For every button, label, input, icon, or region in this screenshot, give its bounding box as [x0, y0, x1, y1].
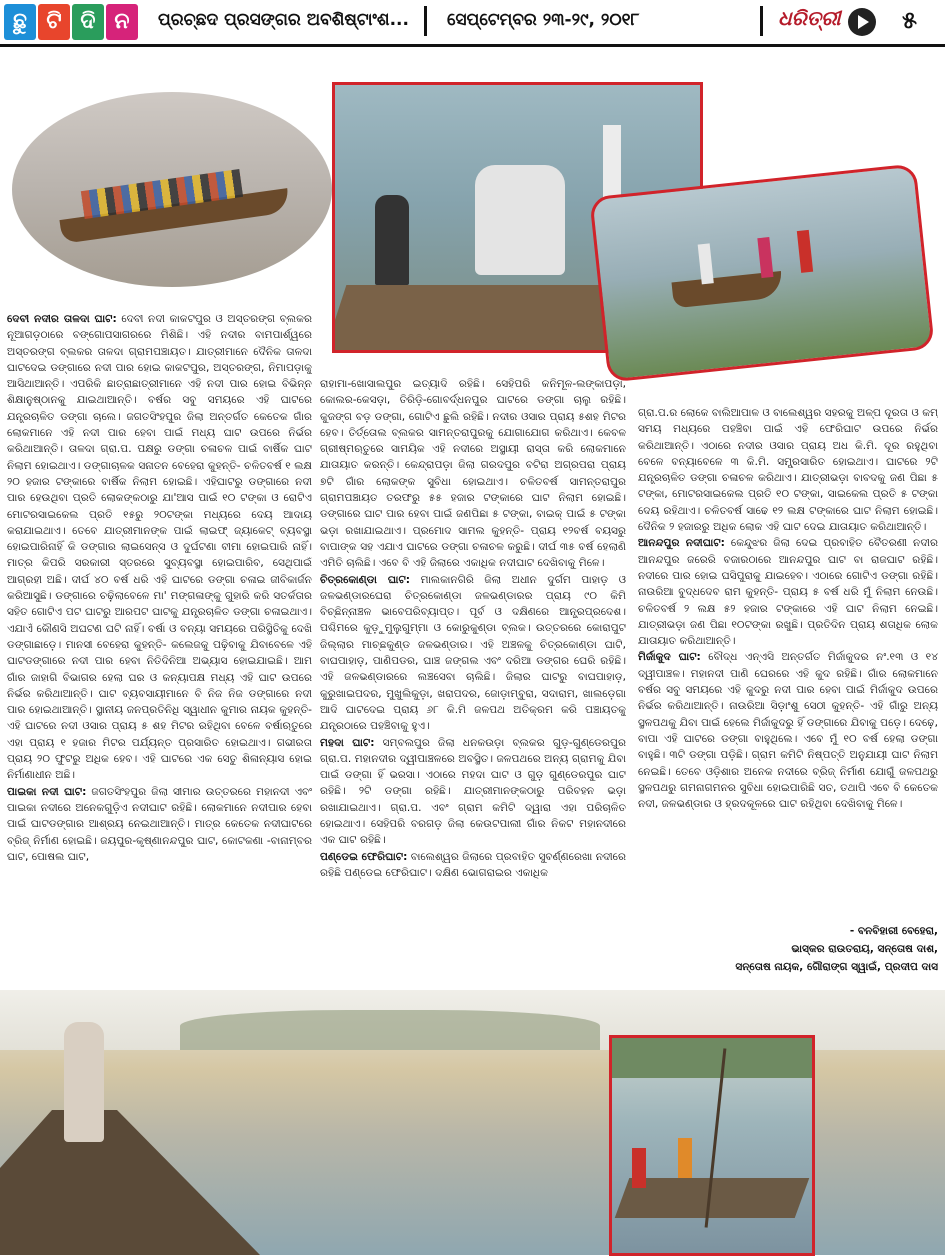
- paragraph: [638, 649, 938, 812]
- paragraph-text: ଗ୍ରା.ପ.ର ଲୋକେ ବାଲିଆପାଳ ଓ ବାଲେଶ୍ୱର ସହରକୁ ଅଳ୍ପ ଦୂରତା ଓ କମ୍ ସମୟ ମଧ୍ୟରେ ପହଞ୍ଚିବା ପାଇଁ ଏହି ଫେରିଘାଟ ଉପରେ ନିର୍ଭର କରିଥାଆନ୍ତି। ଏଠାରେ ନଦୀର ଓସାର ପ୍ରାୟ ଅଧ କି.ମି. ଦୂର ରହୁଥିବା ବେଳେ ବନ୍ୟାବେଳେ ୩ କି.ମି. ସମ୍ପ୍ରସାରିତ ହୋଇଥାଏ। ଘାଟରେ ୨ଟି ଯନ୍ତ୍ରଚାଳିତ ଡଙ୍ଗା ଚଳାଚଳ କରିଥାଏ। ଯାତ୍ରୀଭଡ଼ା ବାବଦକୁ ଜଣ ପିଛା ୫ ଟଙ୍କା, ମୋଟରସାଇକେଲ ପ୍ରତି ୧୦ ଟଙ୍କା, ସାଇକେଲ ପ୍ରତି ୫ ଟଙ୍କା ଦେୟ ରହିଥାଏ। ଚଳିତବର୍ଷ ସାଢେ ୧୨ ଲକ୍ଷ ଟଙ୍କାରେ ଘାଟ ନିଲାମ ହୋଇଛି। ଦୈନିକ ୨ ହଜାରରୁ ଅଧିକ ଲୋକ ଏହି ଘାଟ ଦେଇ ଯାତାୟାତ କରିଥାଆନ୍ତି।: [638, 407, 938, 534]
- page-header: [0, 0, 945, 44]
- byline-line: ସନ୍ତୋଷ ନାୟକ, ଗୌରାଙ୍ଗ ସ୍ୱାଇଁ, ପ୍ରଦୀପ ଦାସ: [735, 961, 938, 973]
- section-heading: ପାଇକା ନଦୀ ଘାଟ:: [7, 785, 87, 798]
- paragraph: [638, 405, 938, 535]
- play-icon: [848, 8, 876, 36]
- byline-line: ଭାସ୍କର ରାଉତରାୟ, ସନ୍ତୋଷ ଦାଶ,: [791, 943, 938, 955]
- logo-letter-3: ଦି: [72, 4, 104, 40]
- paragraph: [638, 535, 938, 649]
- paragraph: [320, 572, 626, 735]
- header-divider: [760, 6, 763, 36]
- paragraph: [7, 311, 312, 784]
- section-heading: ଦେବୀ ନଦୀର ତାଳଦା ଘାଟ:: [7, 313, 117, 325]
- article-column-3: [638, 405, 938, 920]
- section-heading: ମହଦା ଘାଟ:: [320, 736, 375, 749]
- paragraph-text: ରାହାମା-ଖୋସାଲପୁର ଇତ୍ୟାଦି ରହିଛି। ସେହିପରି କନିମୂଳ-ଲଙ୍କାପଡ଼ା, କୋଲର-କେସଡ଼ା, ତିରିଡ଼ି-ଗୋବର୍ଦ୍ଧନପୁର ଘାଟରେ ଡଙ୍ଗା ଚାଲୁ ରହିଛି। କୁଜଙ୍ଗ ବଡ଼ ଡଙ୍ଗା, ଗୋଟିଏ ଛୁଲି ରହିଛି। ନଦୀର ଓସାର ପ୍ରାୟ ୫ଶହ ମିଟର ହେବ। ତିର୍ତ୍ତୋଲ ବ୍ଲକର ସାମନ୍ତରାପୁରକୁ ଯୋଗାଯୋଗ କରିଥାଏ। କେବଳ ଗ୍ରୀଷ୍ମଋତୁରେ ସାମୟିକ ଏହି ନଦୀରେ ଅସ୍ଥାୟୀ ରାସ୍ତା କରି ଲୋକମାନେ ଯାତାୟାତ କରନ୍ତି। କେନ୍ଦ୍ରାପଡ଼ା ଜିଲା ଗରଦପୁର ବଟିରା ଅଗ୍ରପରା ପ୍ରାୟ ୭ଟି ଗାଁର ଲୋକଙ୍କ ସୁବିଧା ହୋଇଥାଏ। ଚଳିତବର୍ଷ ସାମନ୍ତରାପୁର ଗ୍ରାମପଞ୍ଚାୟତ ତରଫରୁ ୫୫ ହଜାର ଟଙ୍କାରେ ଘାଟ ନିଲାମ ହୋଇଛି। ଡଙ୍ଗାରେ ଘାଟ ପାର ହେବା ପାଇଁ ଜଣପିଛା ୫ ଟଙ୍କା, ବାଇକ୍ ପାଇଁ ୫ ଟଙ୍କା ଭଡ଼ା ରଖାଯାଇଥାଏ। ପ୍ରମୋଦ ସାମଲ କୁହନ୍ତି- ପ୍ରାୟ ୧୨ବର୍ଷ ବୟସରୁ ବାପାଙ୍କ ସହ ଏଯାଏ ଘାଟରେ ଡଙ୍ଗା ଚଳାଚଳ କରୁଛି। ଦୀର୍ଘ ୩୫ ବର୍ଷ ହେଲାଣି ଏମିତି ଚାଲିଛି। ଏବେ ବି ଏହି ଜିଲାରେ ଏକାଧିକ ନଦୀଘାଟ ଦେଖିବାକୁ ମିଳେ।: [320, 378, 626, 570]
- byline-line: - ବନବିହାରୀ ବେହେରା,: [849, 925, 938, 937]
- paragraph-text: ଜଗତସିଂହପୁର ଜିଲା ସୀମାର ଉତ୍ତରରେ ମହାନଦୀ ଏବଂ ପାଇକା ନଦୀରେ ଅନେକଗୁଡ଼ିଏ ନଦୀଘାଟ ରହିଛି। ଲୋକମାନେ ନଦୀପାର ହେବା ପାଇଁ ଘାଟଡଙ୍ଗାର ଆଶ୍ରୟ ନେଇଥାଆନ୍ତି। ମାତ୍ର କେତେକ ନଦୀଘାଟରେ ବ୍ରିଜ୍ ନିର୍ମାଣ ହୋଇଛି। ଜୟପୁର-କୃଷ୍ଣାନନ୍ଦପୁର ଘାଟ, କୋଟକଣା -ବାନାମ୍ବର ଘାଟ, ପୋଷଲ ଘାଟ,: [7, 785, 312, 863]
- logo-letter-4: ନ: [106, 4, 138, 40]
- paragraph: [320, 849, 626, 882]
- paragraph-text: ମାଲକାନଗିରି ଜିଲା ଅଧୀନ ଦୁର୍ଗମ ପାହାଡ଼ ଓ ଜଳଭଣ୍ଡାରଘେରା ଚିତ୍ରକୋଣ୍ଡା ଜଳଭଣ୍ଡାରର ପ୍ରାୟ ୯୦ କିମି ବିଚ୍ଛିନ୍ନାଞ୍ଚଳ ଭାବେପରିବ୍ୟାପ୍ତ। ପୂର୍ବ ଓ ଦକ୍ଷିଣରେ ଆନ୍ଧ୍ରପ୍ରଦେଶ। ପଶ୍ଚିମରେ କୁଡ଼ୁମୁଲୁଗୁମ୍ମା ଓ କୋରୁକୁଣ୍ଡା ବ୍ଲକ। ଉତ୍ତରରେ କୋରାପୁଟ ଜିଲ୍ଲାର ମାଚ୍ଛକୁଣ୍ଡ ଜଳଭଣ୍ଡାର। ଏହି ଅଞ୍ଚଳକୁ ଚିତ୍ରକୋଣ୍ଡା ଘାଟି, ବାଘପାହାଡ଼, ପାଣିପଡର, ଘାଞ୍ଚ ଜଙ୍ଗଲ ଏବଂ ଦରିଆ ଡଙ୍ଗର ଘେରି ରହିଛି। ଏହି ଜଳଭଣ୍ଡାରରେ ଲଞ୍ଚସେବା ଚାଲିଛି। ଜିଲାର ଘାଟରୁ ବାଘପାହାଡ଼, କୁରୁଖାଇପଦର, ମୁଖୁଲିକୁଡ଼ା, ଖରାପଦର, ଜୋଡ଼ାମ୍ବୁରା, ସଦାରାମ, ଖାଲଡ଼େଗା ଆଦି ଘାଟଦେଇ ପ୍ରାୟ ୬୮ କି.ମି ଜଳପଥ ଅତିକ୍ରମ କରି ପଞ୍ଚାୟତକୁ ଯନ୍ତ୍ରଠାରେ ପହଞ୍ଚିବାକୁ ହୁଏ।: [320, 573, 626, 733]
- article-column-2: [320, 376, 626, 983]
- section-heading: ଆନନ୍ଦପୁର ନଦୀଘାଟ:: [638, 537, 725, 550]
- paragraph-text: ସମ୍ବଲପୁର ଜିଲା ଧନକଉଡ଼ା ବ୍ଲକର ଗୁଡ଼-ଗୁଣ୍ଡେରପୁର ଗ୍ରା.ପ. ମହାନଦୀର ଦ୍ୱୀପାଞ୍ଚଳରେ ଅବସ୍ଥିତ। ଜଳପଥରେ ଅନ୍ୟ ଗ୍ରାମକୁ ଯିବା ପାଇଁ ଡଙ୍ଗା ହିଁ ଭରସା। ଏଠାରେ ମହଦା ଘାଟ ଓ ଗୁଡ଼ ଗୁଣ୍ଡେରପୁର ଘାଟ ରହିଛି। ୨ଟି ଡଙ୍ଗା ରହିଛି। ଯାତ୍ରୀମାନଙ୍କଠାରୁ ପରିବହନ ଭଡ଼ା ରଖାଯାଇଥାଏ। ଗ୍ରା.ପ. ଏବଂ ଗ୍ରାମ କମିଟି ଦ୍ୱାରା ଏହା ପରିଚାଳିତ ହୋଇଥାଏ। ସେହିପରି ବରଗଡ଼ ଜିଲା କେଉଟପାଲୀ ଗାଁର ନିକଟ ମହାନଦୀରେ ଏକ ଘାଟ ରହିଛି।: [320, 736, 626, 847]
- bamboo-ferry-photo: [609, 1035, 815, 1256]
- section-heading: ମିର୍ଜାକୁଦ ଘାଟ:: [638, 651, 701, 664]
- logo-letter-2: ଟି: [38, 4, 70, 40]
- people-on-riverbank-photo: [589, 163, 935, 382]
- section-heading: ପଣ୍ଡେଇ ଫେରିଘାଟ:: [320, 850, 408, 863]
- section-logo: [4, 4, 138, 40]
- paragraph: [320, 735, 626, 849]
- brand-logo: ଧରିତ୍ରୀ: [778, 6, 841, 30]
- paragraph-text: ବାଲେଶ୍ୱର ଜିଲାରେ ପ୍ରବାହିତ ସୁବର୍ଣ୍ଣରେଖା ନଦୀରେ ରହିଛି ପଣ୍ଡେଇ ଫେରିଘାଟ। ଦକ୍ଷିଣ ଭୋଗରାଇର ଏକାଧିକ: [320, 850, 626, 879]
- header-rule: [0, 44, 945, 47]
- issue-date: ସେପ୍ଟେମ୍ବର ୨୩-୨୯, ୨୦୧୮: [447, 10, 640, 30]
- paragraph-text: ବୌଦ୍ଧ ଏନ୍ଏସି ଅନ୍ତର୍ଗତ ମିର୍ଜାକୁଦର ନଂ.୧୩ ଓ ୧୪ ଦ୍ୱୀପାଞ୍ଚଳ। ମହାନଦୀ ପାଣି ଘେରରେ ଏହି କୁଦ ରହିଛି। ଗାଁର ଲୋକମାନେ ବର୍ଷର ସବୁ ସମୟରେ ଏହି କୁଦରୁ ନଦୀ ପାର ହେବା ପାଇଁ ମିର୍ଜାକୁଦ ଉପରେ ନିର୍ଭର କରିଥାଆନ୍ତି। ନାଉରିଆ ସିଡ଼ାଂଶୁ ସେଠୀ କୁହନ୍ତି- ଏହି ଗାଁରୁ ଅନ୍ୟ ସ୍ଥଳପଥକୁ ଯିବା ପାଇଁ ହେଲେ ମିର୍ଜାକୁଦରୁ ହିଁ ଡଙ୍ଗାରେ ଯିବାକୁ ପଡ଼େ। ଦେଢ଼େ, ବାପା ଏହି ଘାଟରେ ଡଙ୍ଗା ବାହୁଥିଲେ। ଏବେ ମୁଁ ୧୦ ବର୍ଷ ହେଲା ଡଙ୍ଗା ବାହୁଛି। ୩ଟି ଡଙ୍ଗା ପଡ଼ିଛି। ଗ୍ରାମ କମିଟି ନିଷ୍ପତ୍ତି ଅନୁଯାୟୀ ଘାଟ ନିଲାମ ନେଇଛି। ତେବେ ଓଡ଼ିଶାର ଅନେକ ନଦୀରେ ବ୍ରିଜ୍ ନିର୍ମାଣ ଯୋଗୁଁ ଜଳପଥରୁ ସ୍ଥଳପଥରୁ ଗମନାଗମନର ସୁବିଧା ହୋଇପାରିଛି ସତ, ତଥାପି ଏବେ ବି କେତେକ ନଦୀ, ଜଳଭଣ୍ଡାର ଓ ହ୍ରଦକୂଳରେ ଘାଟ ରହିଥିବା ଦେଖିବାକୁ ମିଳେ।: [638, 651, 938, 811]
- paragraph: [320, 376, 626, 572]
- paragraph-text: ଦେବୀ ନଦୀ କାକଟପୁର ଓ ଅସ୍ତରଙ୍ଗ ବ୍ଲକର ନୂଆଗଡ଼ଠାରେ ବଙ୍ଗୋପସାଗରରେ ମିଶିଛି। ଏହି ନଦୀର ବାମପାର୍ଶ୍ୱରେ ଅସ୍ତରଙ୍ଗ ବ୍ଲକର ତାଳଦା ଗ୍ରାମପଞ୍ଚାୟତ। ଯାତ୍ରୀମାନେ ଦୈନିକ ତାଳଦା ଘାଟଦେଇ ଡଙ୍ଗାରେ ନଦୀ ପାର ହୋଇ କାକଟପୁର, ଅସ୍ତରଙ୍ଗ, ନିମାପଡ଼ାକୁ ଆସିଥାଆନ୍ତି। ଏପରିକି ଛାତ୍ରାଛାତ୍ରୀମାନେ ଏହି ନଦୀ ପାର ହୋଇ ବିଭିନ୍ନ ଶିକ୍ଷାନୁଷ୍ଠାନକୁ ଯାଇଥାଆନ୍ତି। ବର୍ଷର ସବୁ ସମୟରେ ଏହି ଘାଟରେ ଯନ୍ତ୍ରଚାଳିତ ଡଙ୍ଗା ଚାଲେ। ଜଗତସିଂହପୁର ଜିଲା ଅନ୍ତର୍ଗତ କେତେକ ଗାଁର ଲୋକମାନେ ଏହି ନଦୀ ପାର ହେବା ପାଇଁ ମଧ୍ୟ ଘାଟ ଉପରେ ନିର୍ଭର କରିଥାଆନ୍ତି। ତାଳଦା ଗ୍ରା.ପ. ପକ୍ଷରୁ ଡଙ୍ଗା ଚଳାଚଳ ପାଇଁ ବାର୍ଷିକ ଘାଟ ନିଲାମ ହୋଇଥାଏ। ଡଙ୍ଗାଚାଳକ ସନାତନ ବେହେରା କୁହନ୍ତି- ଚଳିତବର୍ଷ ୧ ଲକ୍ଷ ୨୦ ହଜାର ଟଙ୍କାରେ ବାର୍ଷିକ ନିଲାମ ହୋଇଛି। ଏହିଘାଟରୁ ଡଙ୍ଗାରେ ନଦୀ ପାର ହେଉଥିବା ପ୍ରତି ଲୋକଙ୍କଠାରୁ ଯା'ଆସ ପାଇଁ ୧୦ ଟଙ୍କା ଓ ରୋଟିଏ ମୋଟରସାଇକେଲ ପ୍ରତି ୧୫ରୁ ୨୦ଟଙ୍କା ମଧ୍ୟରେ ଦେୟ ଆଦାୟ କରାଯାଇଥାଏ। ତେବେ ଯାତ୍ରୀମାନଙ୍କ ପାଇଁ ଲାଇଫ୍ ଜ୍ୟାକେଟ୍ ବ୍ୟବସ୍ଥା ହୋଇପାରିନାହିଁ କି ଡଙ୍ଗାର ଲାଇସେନ୍ସ ଓ ଦୁର୍ଘଟଣା ବୀମା ହୋଇପାରି ନାହିଁ। ମାତ୍ର କିପରି ସରକାରୀ ସ୍ତରରେ ସୁବ୍ୟବସ୍ଥା ହୋଇପାରିବ, ସେଥିପାଇଁ ଆଗ୍ରହୀ ଅଛି। ଦୀର୍ଘ ୪୦ ବର୍ଷ ଧରି ଏହି ଘାଟରେ ଡଙ୍ଗା ଚଳାଇ ଜୀବିକାର୍ଜନ କରିଆସୁଛି। ଡଙ୍ଗାରେ ଚଢ଼ିଲାବେଳେ ମା' ମଙ୍ଗଳାଙ୍କୁ ଗୁହାରି କରି ସତର୍କତାର ସହିତ ଗୋଟିଏ ପଟ ଘାଟରୁ ଆରପଟ ଘାଟକୁ ଯନ୍ତ୍ରଚାଳିତ ଡଙ୍ଗା ଚଳାଇଥାଏ। ଏଯାଏଁ କୌଣସି ଅଘଟଣ ଘଟି ନାହିଁ। ବର୍ଷା ଓ ବନ୍ୟା ସମୟରେ ପରିସ୍ଥିତିକୁ ଦେଖି ଡଙ୍ଗାଛାଡ଼େ। ମାନସୀ ବେହେରା କୁହନ୍ତି- କଲେଜକୁ ପଢ଼ିବାକୁ ଯିବାବେଳେ ଏହି ଘାଟଡଙ୍ଗାରେ ନଦୀ ପାର ହେବା ନିତିଦିନିଆ ଅଭ୍ୟାସ ହୋଇଯାଇଛି। ଆମ ଗାଁର ଜାହାଗି ବିଭାଗର ହେଲା ଘର ଓ କନ୍ୟାପକ୍ଷ ମଧ୍ୟ ଏହି ଘାଟ ଉପରେ ନିର୍ଭର କରିଥାଆନ୍ତି। ଘାଟ ବ୍ୟବସାୟୀମାନେ ବି ନିଜ ନିଜ ଡଙ୍ଗାରେ ନଦୀ ପାର ହୋଇଥାଆନ୍ତି। ସ୍ଥାନୀୟ ଜନପ୍ରତିନିଧି ସ୍ୱାଧୀନ କୁମାର ନାୟକ କୁହନ୍ତି- ଏହି ଘାଟରେ ନଦୀ ଓସାର ପ୍ରାୟ ୫ ଶହ ମିଟର ରହିଥିବା ବେଳେ ବର୍ଷାଋତୁରେ ଏହା ପ୍ରାୟ ୧ ହଜାର ମିଟର ପର୍ଯ୍ୟନ୍ତ ପ୍ରସାରିତ ହୋଇଥାଏ। ଗଭୀରତା ପ୍ରାୟ ୨୦ ଫୁଟରୁ ଅଧିକ ହେବ। ଏହି ଘାଟରେ ଏକ ସେତୁ ଶିଳାନ୍ୟାସ ହୋଇ ନିର୍ମାଣାଧୀନ ଅଛି।: [7, 313, 312, 782]
- logo-letter-1: ଛୁ: [4, 4, 36, 40]
- article-column-1: [7, 311, 312, 983]
- section-heading: ଚିତ୍ରକୋଣ୍ଡା ଘାଟ:: [320, 573, 411, 586]
- header-divider: [424, 6, 427, 36]
- paragraph-text: କେନ୍ଦୁଝର ଜିଲା ଦେଇ ପ୍ରବାହିତ ବୈତରଣୀ ନଦୀର ଆନନ୍ଦପୁର ଜରେରି ବଜାରଠାରେ ଆନନ୍ଦପୁର ଘାଟ ବା ରାଜଘାଟ ରହିଛି। ନଦୀରେ ପାର ହୋଇ ଘସିପୁରାକୁ ଯାଇହେବ। ଏଠାରେ ଗୋଟିଏ ଡଙ୍ଗା ରହିଛି। ନାଉରିଆ ବୁଦ୍ଧଦେବ ରାମ କୁହନ୍ତି- ପ୍ରାୟ ୫ ବର୍ଷ ଧରି ମୁଁ ନିଲାମ ନେଉଛି। ଚଳିତବର୍ଷ ୨ ଲକ୍ଷ ୫୨ ହଜାର ଟଙ୍କାରେ ଏହି ଘାଟ ନିଲାମ ନେଇଛି। ଯାତ୍ରୀଭଡ଼ା ଜଣ ପିଛା ୧୦ଟଙ୍କା ରଖୁଛି। ପ୍ରତିଦିନ ପ୍ରାୟ ଶତାଧିକ ଲୋକ ଯାତାୟାତ କରିଥାଆନ୍ତି।: [638, 537, 938, 648]
- byline: [638, 922, 938, 976]
- page-title: ପ୍ରଚ୍ଛଦ ପ୍ରସଙ୍ଗର ଅବଶିଷ୍ଟାଂଶ...: [158, 10, 409, 30]
- boat-with-passengers-photo: [12, 92, 332, 287]
- page-number: ୫: [902, 6, 917, 34]
- paragraph: [7, 784, 312, 865]
